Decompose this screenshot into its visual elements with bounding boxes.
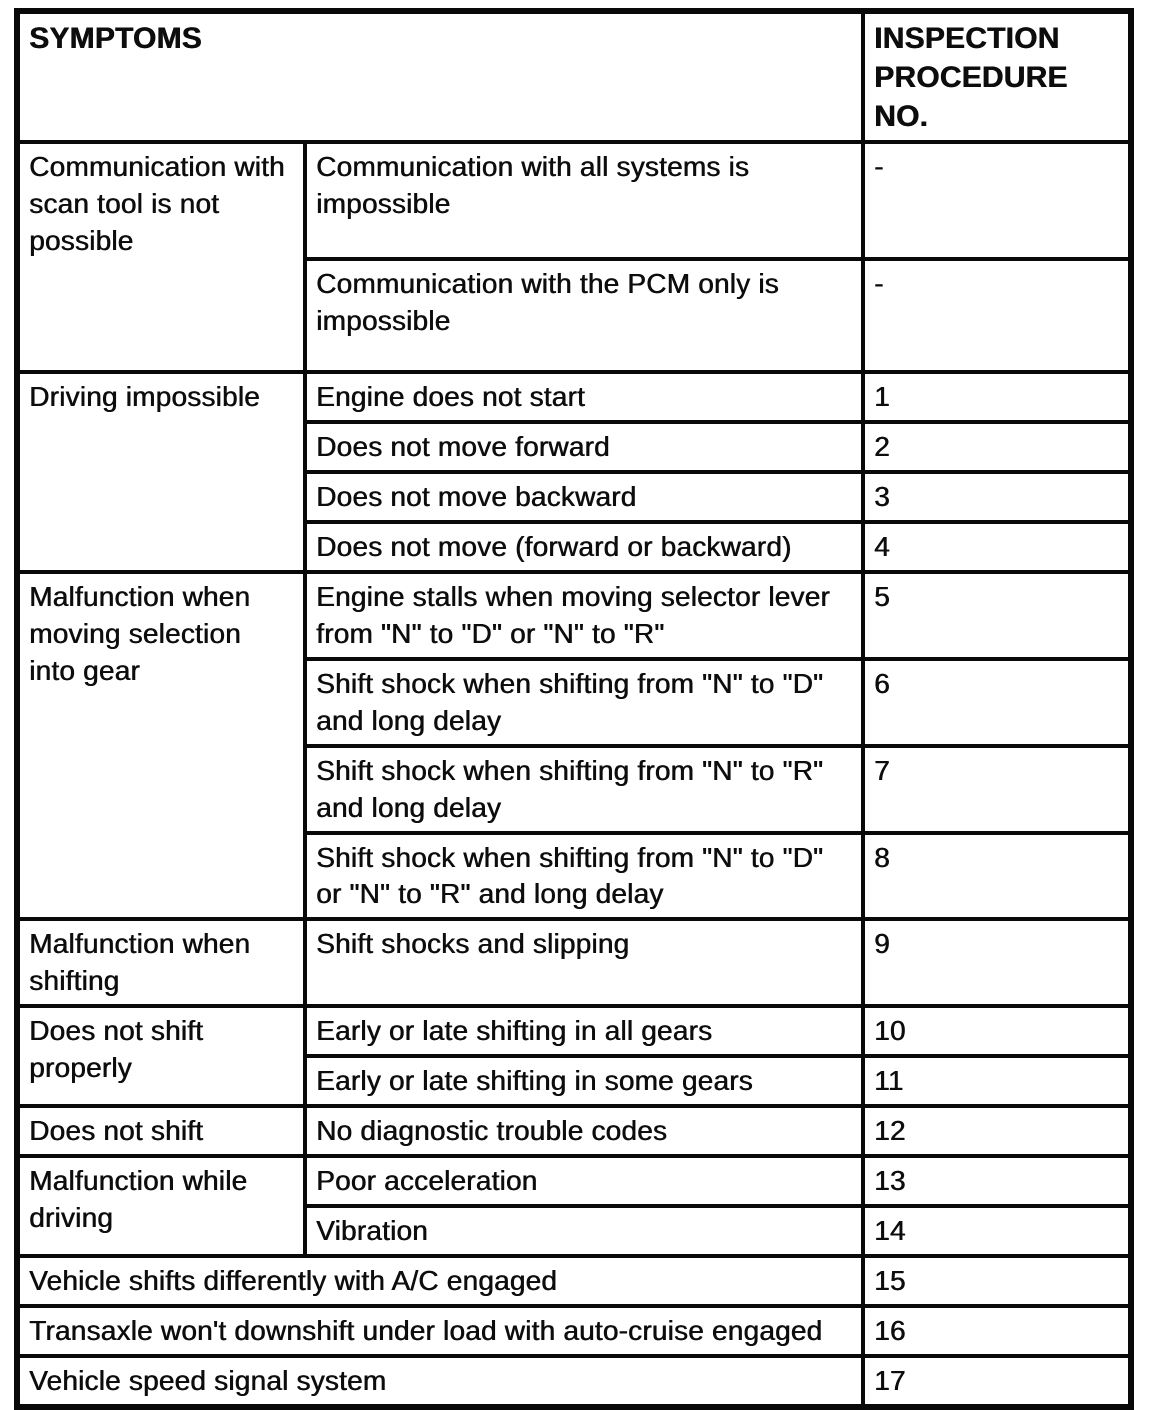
category-cell: Communication with scan tool is not possible [17, 142, 305, 372]
table-row [17, 372, 1131, 422]
procedure-cell: 3 [863, 472, 1131, 522]
procedure-cell: - [863, 142, 1131, 259]
procedure-cell: 2 [863, 422, 1131, 472]
procedure-cell: 14 [863, 1206, 1131, 1256]
symptom-cell: No diagnostic trouble codes [305, 1106, 863, 1156]
symptom-cell: Does not move (forward or backward) [305, 522, 863, 572]
procedure-cell: 5 [863, 572, 1131, 659]
procedure-cell: 15 [863, 1256, 1131, 1306]
table-row [17, 1156, 1131, 1206]
symptom-cell: Does not move backward [305, 472, 863, 522]
symptom-cell: Does not move forward [305, 422, 863, 472]
symptom-cell: Vehicle shifts differently with A/C engaged [17, 1256, 863, 1306]
symptom-cell: Communication with all systems is impossible [305, 142, 863, 259]
table-row [17, 1256, 1131, 1306]
symptoms-header-cell: SYMPTOMS [17, 11, 863, 142]
table-row [17, 919, 1131, 1006]
symptom-table [14, 8, 1134, 1410]
symptom-cell: Vibration [305, 1206, 863, 1256]
procedure-cell: 6 [863, 659, 1131, 746]
procedure-cell: 12 [863, 1106, 1131, 1156]
procedure-cell: 4 [863, 522, 1131, 572]
category-cell: Driving impossible [17, 372, 305, 572]
symptom-cell: Vehicle speed signal system [17, 1356, 863, 1407]
procedure-cell: 9 [863, 919, 1131, 1006]
symptom-cell: Transaxle won't downshift under load with auto-cruise engaged [17, 1306, 863, 1356]
symptom-cell: Poor acceleration [305, 1156, 863, 1206]
symptom-cell: Engine stalls when moving selector lever from "N" to "D" or "N" to "R" [305, 572, 863, 659]
procedure-cell: 17 [863, 1356, 1131, 1407]
symptom-cell: Engine does not start [305, 372, 863, 422]
procedure-cell: 11 [863, 1056, 1131, 1106]
symptom-cell: Communication with the PCM only is impossible [305, 259, 863, 372]
table-row [17, 1306, 1131, 1356]
symptom-cell: Shift shock when shifting from "N" to "D" or "N" to "R" and long delay [305, 833, 863, 920]
table-row [17, 1356, 1131, 1407]
category-cell: Malfunction when moving selection into gear [17, 572, 305, 920]
procedure-cell: 7 [863, 746, 1131, 833]
symptom-cell: Early or late shifting in some gears [305, 1056, 863, 1106]
symptom-cell: Shift shock when shifting from "N" to "D" and long delay [305, 659, 863, 746]
symptom-cell: Shift shock when shifting from "N" to "R" and long delay [305, 746, 863, 833]
category-cell: Malfunction while driving [17, 1156, 305, 1256]
table-header-row [17, 11, 1131, 142]
procedure-cell: - [863, 259, 1131, 372]
category-cell: Does not shift properly [17, 1006, 305, 1106]
procedure-header-cell: INSPECTION PROCEDURE NO. [863, 11, 1131, 142]
table-row [17, 1006, 1131, 1056]
category-cell: Malfunction when shifting [17, 919, 305, 1006]
procedure-cell: 13 [863, 1156, 1131, 1206]
table-row [17, 572, 1131, 659]
procedure-cell: 1 [863, 372, 1131, 422]
symptom-cell: Shift shocks and slipping [305, 919, 863, 1006]
procedure-cell: 10 [863, 1006, 1131, 1056]
procedure-cell: 8 [863, 833, 1131, 920]
category-cell: Does not shift [17, 1106, 305, 1156]
table-row [17, 1106, 1131, 1156]
symptom-cell: Early or late shifting in all gears [305, 1006, 863, 1056]
table-row [17, 142, 1131, 259]
procedure-cell: 16 [863, 1306, 1131, 1356]
